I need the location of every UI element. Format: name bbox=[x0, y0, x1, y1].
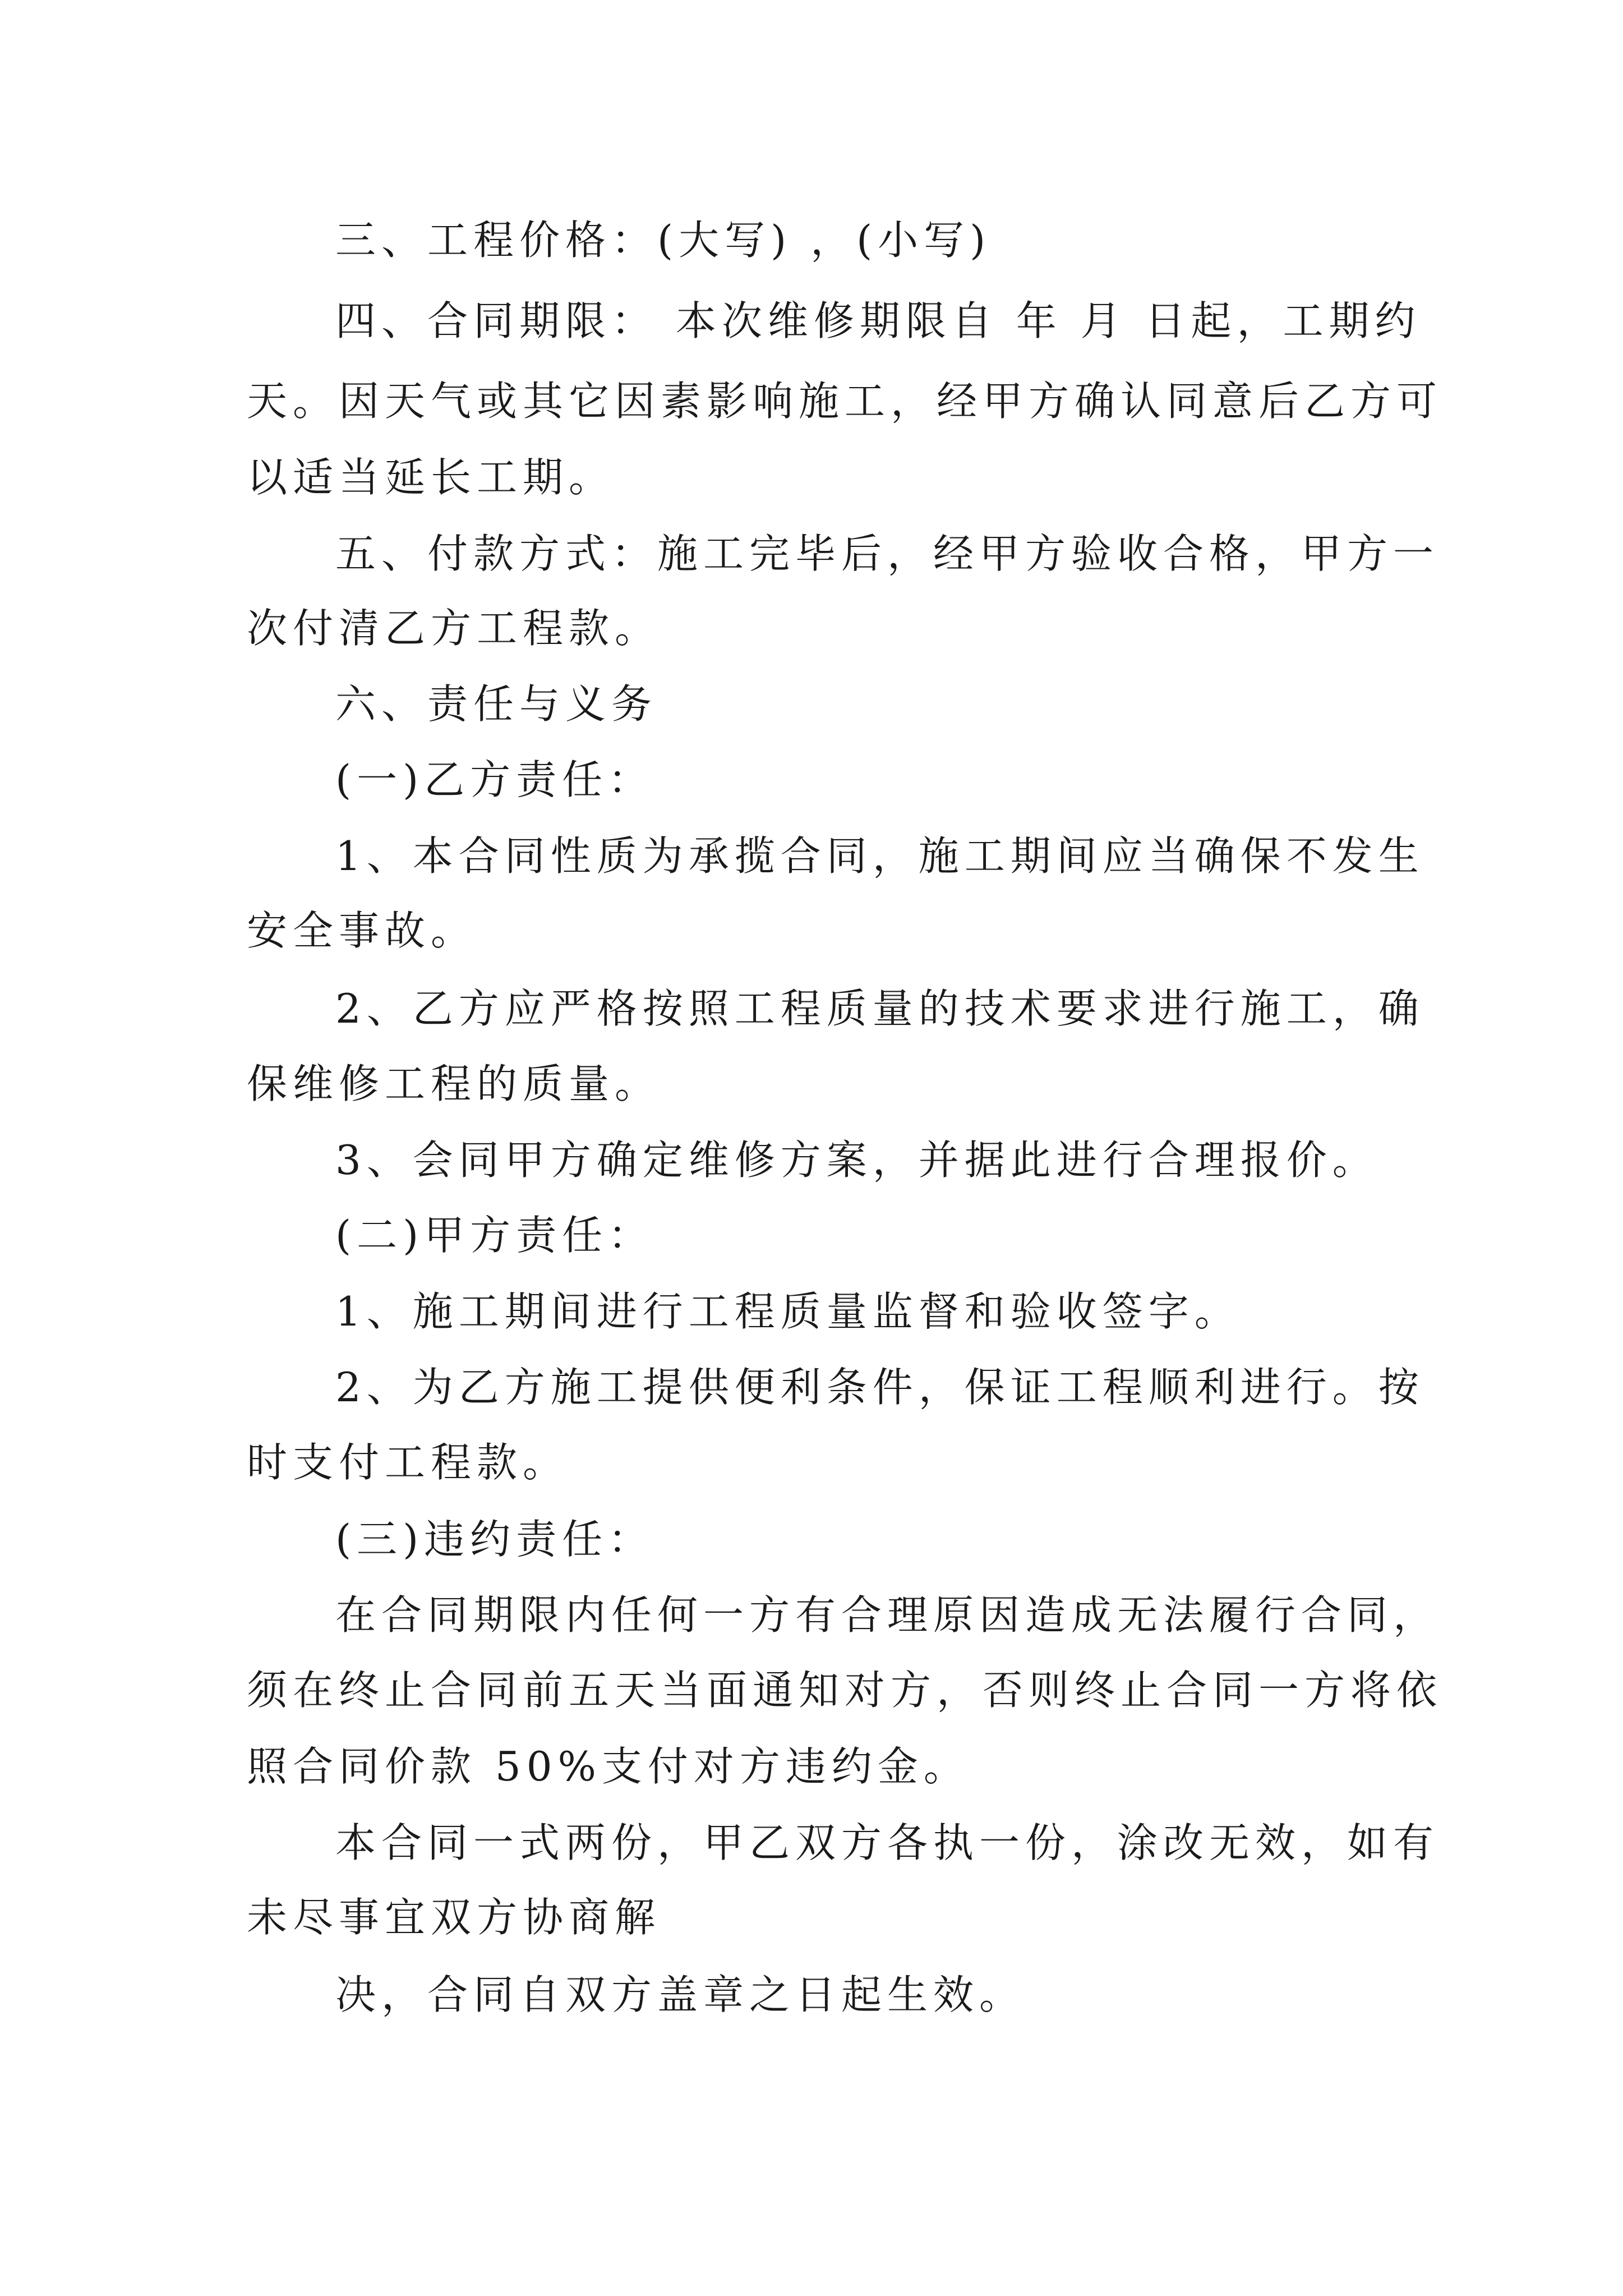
party-b-item-1-line-1: 1、本合同性质为承揽合同，施工期间应当确保不发生 bbox=[335, 832, 1424, 880]
party-a-item-2-line-1: 2、为乙方施工提供便利条件，保证工程顺利进行。按 bbox=[335, 1364, 1424, 1411]
party-b-item-2-line-2: 保维修工程的质量。 bbox=[247, 1060, 661, 1107]
section-party-b-heading: (一)乙方责任： bbox=[335, 756, 654, 803]
party-a-item-2-line-2: 时支付工程款。 bbox=[247, 1439, 569, 1486]
breach-text-line-1: 在合同期限内任何一方有合理原因造成无法履行合同， bbox=[335, 1591, 1440, 1639]
clause-3-price: 三、工程价格：(大写) ，(小写) bbox=[335, 217, 992, 264]
copies-text-line-1: 本合同一式两份，甲乙双方各执一份，涂改无效，如有 bbox=[335, 1819, 1440, 1866]
party-b-item-2-line-1: 2、乙方应严格按照工程质量的技术要求进行施工，确 bbox=[335, 985, 1424, 1032]
party-a-item-1: 1、施工期间进行工程质量监督和验收签字。 bbox=[335, 1288, 1241, 1335]
clause-4-period-line-3: 以适当延长工期。 bbox=[247, 454, 615, 501]
section-party-a-heading: (二)甲方责任： bbox=[335, 1212, 654, 1259]
effective-text: 决，合同自双方盖章之日起生效。 bbox=[335, 1971, 1026, 2018]
breach-text-line-3: 照合同价款 50%支付对方违约金。 bbox=[247, 1743, 970, 1790]
breach-text-line-2: 须在终止合同前五天当面通知对方，否则终止合同一方将依 bbox=[247, 1667, 1443, 1714]
clause-5-payment-line-1: 五、付款方式：施工完毕后，经甲方验收合格，甲方一 bbox=[335, 530, 1440, 577]
party-b-item-3: 3、会同甲方确定维修方案，并据此进行合理报价。 bbox=[335, 1137, 1378, 1184]
clause-4-period-line-1: 四、合同期限： 本次维修期限自 年 月 日起，工期约 bbox=[335, 297, 1421, 344]
section-breach-heading: (三)违约责任： bbox=[335, 1516, 654, 1563]
clause-6-heading: 六、责任与义务 bbox=[335, 680, 658, 728]
clause-4-period-line-2: 天。因天气或其它因素影响施工，经甲方确认同意后乙方可 bbox=[247, 378, 1443, 425]
copies-text-line-2: 未尽事宜双方协商解 bbox=[247, 1894, 661, 1941]
clause-5-payment-line-2: 次付清乙方工程款。 bbox=[247, 605, 661, 652]
party-b-item-1-line-2: 安全事故。 bbox=[247, 907, 477, 954]
